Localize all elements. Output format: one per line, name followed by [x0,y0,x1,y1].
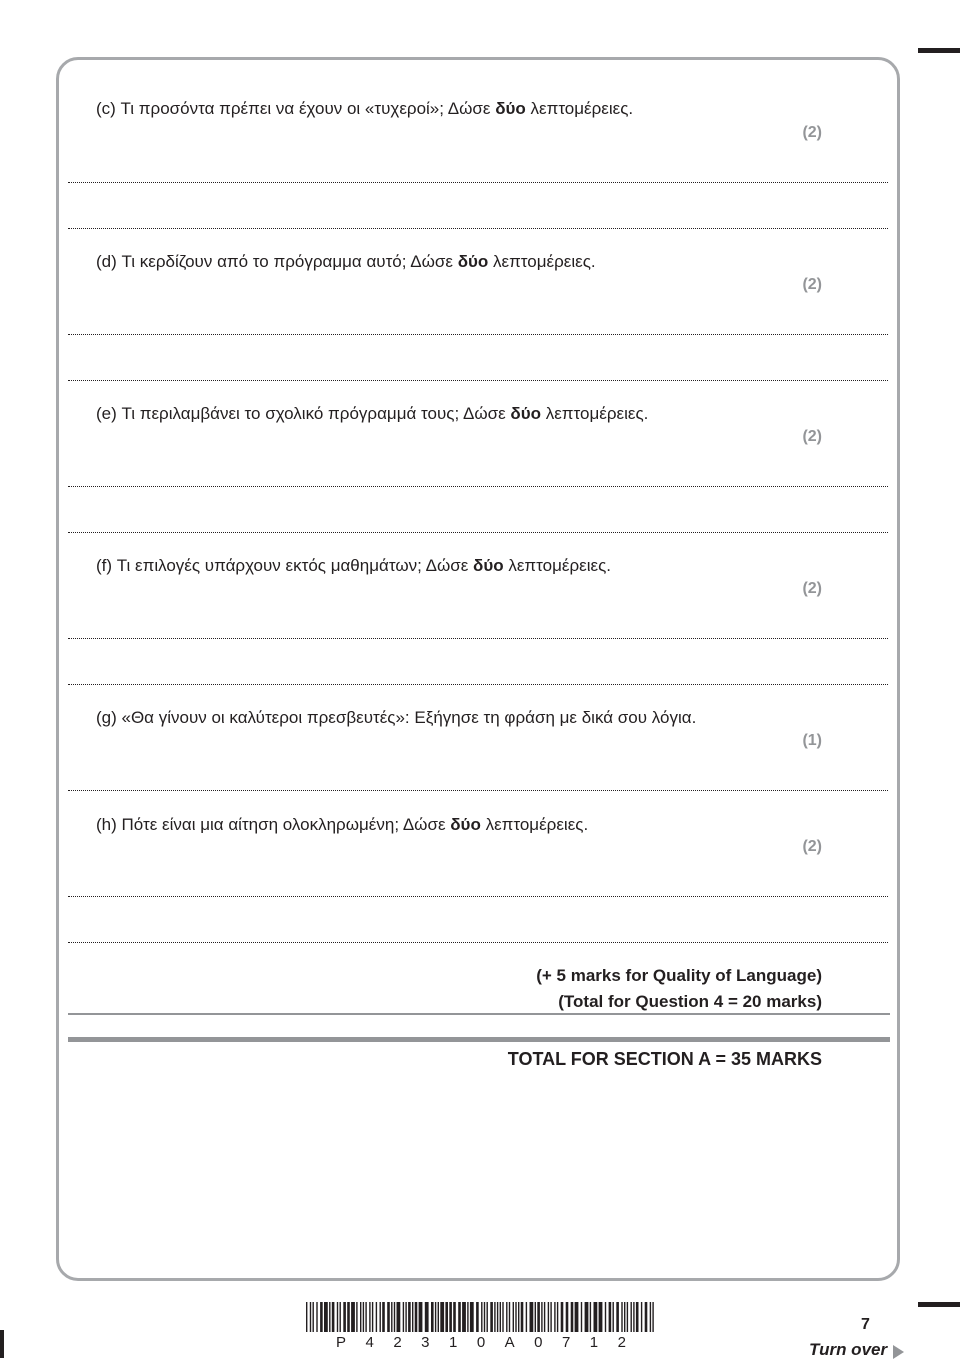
barcode-bar [313,1302,314,1332]
barcode-bar [445,1302,448,1332]
question-c-emphasis: δύο [495,99,526,118]
answer-line[interactable] [68,532,888,533]
question-h-emphasis: δύο [450,815,481,834]
barcode-bar [518,1302,519,1332]
barcode-bar [515,1302,516,1332]
question-f-emphasis: δύο [473,556,504,575]
barcode-bar [500,1302,501,1332]
barcode-bar [613,1302,614,1332]
barcode-bar [382,1302,385,1332]
barcode-bar [310,1302,311,1332]
barcode-text [336,1334,626,1351]
barcode-bar [484,1302,485,1332]
barcode-bar [306,1302,307,1332]
question-f-text: (f) Τι επιλογές υπάρχουν εκτός μαθημάτων; Δώσε [96,556,474,575]
question-c-text: (c) Τι προσόντα πρέπει να έχουν οι «τυχεροί»; Δώσε [96,99,496,118]
marks-e: (2) [802,428,822,445]
question-e-text: (e) Τι περιλαμβάνει το σχολικό πρόγραμμά τους; Δώσε [96,404,511,423]
barcode-bar [652,1302,653,1332]
question-d [96,252,596,272]
answer-line[interactable] [68,380,888,381]
barcode-bar [387,1302,390,1332]
answer-line[interactable] [68,638,888,639]
barcode-bar [513,1302,514,1332]
barcode-bar [369,1302,370,1332]
barcode-bar [506,1302,507,1332]
barcode-char: 1 [589,1334,599,1351]
section-divider [68,1037,890,1042]
barcode-bar [631,1302,632,1332]
barcode-bar [329,1302,330,1332]
barcode-bar [431,1302,434,1332]
barcode-bar [554,1302,555,1332]
barcode-bar [435,1302,436,1332]
question-e [96,404,648,424]
barcode-char: 4 [365,1334,374,1351]
barcode-bar [405,1302,406,1332]
crop-mark-bottom-right [918,1302,960,1307]
question-d-text-end: λεπτομέρειες. [488,252,596,271]
barcode-bar [481,1302,482,1332]
barcode-bar [599,1302,603,1332]
barcode-bar [462,1302,466,1332]
barcode-bar [337,1302,338,1332]
barcode-bar [650,1302,651,1332]
barcode-bar [332,1302,335,1332]
answer-line[interactable] [68,334,888,335]
barcode-bar [391,1302,392,1332]
barcode-bar [541,1302,542,1332]
barcode-bar [365,1302,366,1332]
barcode-char: 0 [534,1334,543,1351]
answer-line[interactable] [68,182,888,183]
barcode-char: 1 [448,1334,458,1351]
barcode-bar [490,1302,493,1332]
barcode-bar [470,1302,474,1332]
barcode-bar [609,1302,612,1332]
barcode-bar [476,1302,479,1332]
marks-h: (2) [802,838,822,855]
section-total: TOTAL FOR SECTION A = 35 MARKS [507,1049,822,1069]
marks-d: (2) [802,276,822,293]
turn-over-label: Turn over [809,1340,888,1359]
arrow-right-icon [893,1345,904,1359]
barcode-bar [497,1302,498,1332]
barcode-bar [624,1302,625,1332]
barcode-bar [372,1302,373,1332]
barcode [306,1302,656,1338]
barcode-bar [557,1302,558,1332]
barcode-bar [412,1302,413,1332]
barcode-bar [526,1302,527,1332]
answer-frame [56,57,900,1281]
barcode-bar [605,1302,606,1332]
barcode-bar [453,1302,456,1332]
barcode-bar [376,1302,377,1332]
barcode-bar [440,1302,444,1332]
barcode-bar [581,1302,582,1332]
barcode-bar [548,1302,549,1332]
barcode-bar [616,1302,619,1332]
barcode-bar [521,1302,524,1332]
barcode-bar [356,1302,357,1332]
barcode-bar [467,1302,468,1332]
question-f [96,556,611,576]
barcode-bar [458,1302,461,1332]
barcode-bar [380,1302,381,1332]
barcode-bar [636,1302,639,1332]
barcode-bar [408,1302,411,1332]
crop-mark-bottom-left [0,1330,4,1358]
barcode-bar [641,1302,642,1332]
barcode-bar [343,1302,346,1332]
barcode-bar [415,1302,418,1332]
answer-line[interactable] [68,896,888,897]
question-e-text-end: λεπτομέρειες. [541,404,649,423]
marks-g: (1) [802,732,822,749]
barcode-char: 0 [476,1334,486,1351]
barcode-bar [419,1302,423,1332]
barcode-char: A [504,1334,515,1351]
barcode-bar [509,1302,510,1332]
answer-line[interactable] [68,486,888,487]
barcode-bar [590,1302,591,1332]
barcode-bar [351,1302,355,1332]
barcode-char: 3 [421,1334,430,1351]
barcode-bar [530,1302,534,1332]
barcode-bar [645,1302,648,1332]
barcode-char: P [336,1334,347,1351]
barcode-bar [571,1302,574,1332]
question-e-emphasis: δύο [510,404,541,423]
barcode-char: 2 [617,1334,626,1351]
barcode-bar [340,1302,341,1332]
barcode-bar [561,1302,564,1332]
question-total: (Total for Question 4 = 20 marks) [558,992,822,1011]
question-h-text-end: λεπτομέρειες. [480,815,589,834]
barcode-bar [566,1302,569,1332]
barcode-bar [449,1302,452,1332]
barcode-bar [347,1302,350,1332]
question-c-text-end: λεπτομέρειες. [525,99,634,118]
barcode-bar [633,1302,634,1332]
question-h-text: (h) Πότε είναι μια αίτηση ολοκληρωμένη; Δώσε [96,815,451,834]
marks-f: (2) [802,580,822,597]
barcode-bar [394,1302,395,1332]
barcode-bar [397,1302,401,1332]
page-number: 7 [861,1316,870,1333]
barcode-char: 7 [561,1334,571,1351]
barcode-bar [621,1302,622,1332]
barcode-bar [585,1302,589,1332]
barcode-bar [594,1302,598,1332]
barcode-bar [324,1302,328,1332]
barcode-bar [320,1302,323,1332]
quality-of-language-note: (+ 5 marks for Quality of Language) [536,966,822,985]
barcode-char: 2 [393,1334,402,1351]
question-d-emphasis: δύο [457,252,489,271]
barcode-bar [494,1302,495,1332]
barcode-bar [627,1302,628,1332]
barcode-bar [360,1302,361,1332]
barcode-bar [487,1302,488,1332]
barcode-bar [550,1302,551,1332]
barcode-bar [425,1302,429,1332]
question-g [96,708,696,728]
barcode-bar [316,1302,317,1332]
question-f-text-end: λεπτομέρειες. [503,556,611,575]
barcode-bar [403,1302,404,1332]
question-d-text: (d) Τι κερδίζουν από το πρόγραμμα αυτό; Δώσε [96,252,458,271]
barcode-bar [438,1302,439,1332]
total-divider [68,1013,890,1015]
barcode-bar [544,1302,545,1332]
barcode-bar [537,1302,540,1332]
question-h [96,815,588,835]
answer-line[interactable] [68,790,888,791]
answer-line[interactable] [68,684,888,685]
barcode-bar [575,1302,579,1332]
answer-line[interactable] [68,942,888,943]
barcode-bar [502,1302,503,1332]
barcode-bar [535,1302,536,1332]
crop-mark-top-right [918,48,960,53]
question-c [96,99,633,119]
answer-line[interactable] [68,228,888,229]
barcode-bar [363,1302,364,1332]
marks-c: (2) [802,124,822,141]
question-g-text: (g) «Θα γίνουν οι καλύτεροι πρεσβευτές»: Εξήγησε τη φράση με δικά σου λόγια. [96,708,697,727]
